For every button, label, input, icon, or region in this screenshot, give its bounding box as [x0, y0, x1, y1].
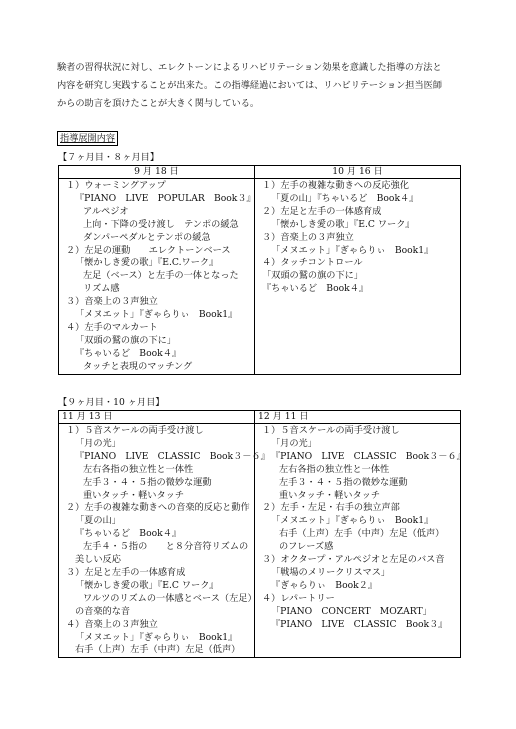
- list-item: のフレーズ感: [279, 541, 334, 553]
- list-item: タッチと表現のマッチング: [83, 360, 193, 372]
- list-item: 『PIANO LIVE POPULAR Book３』: [75, 192, 256, 204]
- list-item: 「戦場のメリークリスマス」: [271, 566, 391, 578]
- list-item: 右手（上声）左手（中声）左足（低声）: [279, 528, 445, 540]
- list-item: アルペジオ: [83, 205, 129, 217]
- table-row: [59, 179, 461, 375]
- session-cell: [59, 179, 255, 375]
- list-item: 「夏の山」: [75, 515, 121, 527]
- list-item: の音楽的な音: [75, 605, 131, 617]
- list-item: ３）音楽上の３声独立: [66, 296, 158, 308]
- list-item: ２）左足の運動 エレクトーンベース: [66, 244, 231, 256]
- column-date: 11 月 13 日: [59, 411, 255, 424]
- list-item: 「懐かしき愛の歌」『E.C ワーク』: [75, 579, 219, 591]
- table-header-row: [59, 166, 461, 179]
- list-item: 「月の光」: [271, 437, 317, 449]
- session-cell: [255, 179, 461, 375]
- list-item: 『ぎゃらりぃ Book２』: [271, 579, 378, 591]
- list-item: 『PIANO LIVE CLASSIC Book３』: [271, 618, 448, 630]
- column-date: 9 月 18 日: [59, 166, 255, 179]
- period-label: 【９ヶ月目・10 ヶ月目】: [58, 397, 165, 408]
- list-item: 「双頭の鷲の旗の下に」: [75, 334, 177, 346]
- list-item: ３）オクタープ・アルペジオと左足のバス音: [262, 554, 445, 566]
- period-label: 【７ヶ月目・８ヶ月目】: [58, 152, 160, 163]
- section-heading: 指導展開内容: [57, 131, 118, 146]
- intro-line: 内容を研究し実践することが出来た。この指導経過においては、リハビリテーション担当医師: [57, 80, 443, 91]
- list-item: 左足（ベース）と左手の一体となった: [83, 270, 239, 282]
- list-item: １）５音スケールの両手受け渡し: [66, 425, 204, 436]
- list-item: ４）タッチコントロール: [262, 257, 363, 269]
- list-item: 美しい反応: [75, 554, 121, 566]
- list-item: 右手（上声）左手（中声）左足（低声）: [75, 644, 241, 656]
- list-item: 重いタッチ・軽いタッチ: [83, 489, 185, 501]
- list-item: 「月の光」: [75, 437, 121, 449]
- list-item: ４）左手のマルカート: [66, 321, 158, 333]
- list-item: 「メヌエット」『ぎゃらりぃ Book1』: [75, 631, 238, 643]
- list-item: 上向・下降の受け渡し テンポの緩急: [83, 218, 239, 230]
- list-item: ２）左手・左足・右手の独立声部: [262, 502, 400, 514]
- plan-table-period-1: [58, 165, 461, 375]
- session-cell: [255, 424, 466, 658]
- list-item: 「懐かしき愛の歌」『E.C ワーク』: [271, 218, 415, 230]
- list-item: 「メヌエット」『ぎゃらりぃ Book1』: [75, 309, 238, 321]
- list-item: 左手３・４・５指の微妙な運動: [279, 476, 408, 488]
- list-item: 『ちゃいるど Book４』: [75, 528, 182, 540]
- list-item: ２）左足と左手の一体感育成: [262, 205, 382, 217]
- list-item: 『PIANO LIVE CLASSIC Book３－６』: [75, 450, 270, 462]
- list-item: ４）レパートリー: [262, 592, 335, 604]
- list-item: 左手３・４・５指の微妙な運動: [83, 476, 212, 488]
- list-item: 左右各指の独立性と一体性: [83, 463, 194, 475]
- session-cell: [59, 424, 270, 658]
- table-row: [59, 424, 461, 658]
- list-item: ２）左手の複雑な動きへの音楽的反応と動作: [66, 502, 250, 514]
- list-item: 『PIANO LIVE CLASSIC Book３－６』: [271, 450, 466, 462]
- list-item: ダンパーペダルとテンポの緩急: [83, 231, 211, 243]
- list-item: 「懐かしき愛の歌」『E.C.ワーク』: [75, 257, 219, 269]
- list-item: リズム感: [83, 283, 120, 295]
- list-item: 「双頭の鷲の旗の下に」: [262, 270, 364, 282]
- list-item: 『ちゃいるど Book４』: [262, 283, 369, 295]
- list-item: 「夏の山」『ちゃいるど Book４』: [271, 192, 419, 204]
- list-item: ワルツのリズムの一体感とベース（左足）: [83, 592, 257, 604]
- column-date: 10 月 16 日: [255, 166, 461, 179]
- intro-line: からの助言を頂けたことが大きく関与している。: [57, 98, 260, 109]
- list-item: ３）左足と左手の一体感育成: [66, 566, 186, 578]
- list-item: 「メヌエット」『ぎゃらりぃ Book1』: [271, 244, 434, 256]
- list-item: １）５音スケールの両手受け渡し: [262, 425, 400, 436]
- intro-paragraph: [57, 59, 467, 113]
- list-item: 左右各指の独立性と一体性: [279, 463, 390, 475]
- list-item: 左手４・５指の と８分音符リズムの: [83, 541, 249, 553]
- list-item: １）左手の複雑な動きへの反応強化: [262, 180, 409, 191]
- list-item: ３）音楽上の３声独立: [262, 231, 354, 243]
- list-item: ４）音楽上の３声独立: [66, 618, 158, 630]
- table-header-row: [59, 411, 461, 424]
- list-item: 「メヌエット」『ぎゃらりぃ Book1』: [271, 515, 434, 527]
- list-item: 『ちゃいるど Book４』: [75, 347, 182, 359]
- list-item: １）ウォーミングアップ: [66, 180, 166, 191]
- intro-line: 験者の習得状況に対し、エレクトーンによるリハビリテーション効果を意識した指導の方法と: [57, 62, 442, 73]
- plan-table-period-2: [58, 410, 466, 658]
- list-item: 「PIANO CONCERT MOZART」: [271, 605, 432, 617]
- list-item: 重いタッチ・軽いタッチ: [279, 489, 381, 501]
- column-date: 12 月 11 日: [255, 411, 461, 424]
